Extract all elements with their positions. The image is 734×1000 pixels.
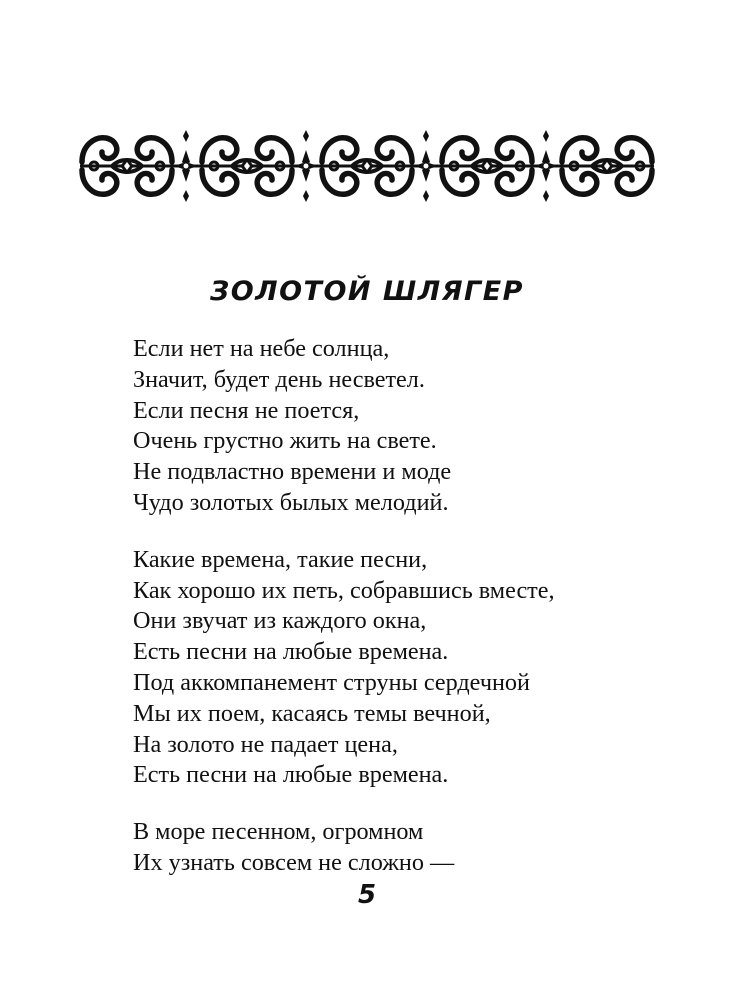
stanza bbox=[133, 817, 693, 879]
poem-line: Как хорошо их петь, собравшись вместе, bbox=[133, 576, 555, 604]
scroll-ornament-icon bbox=[76, 118, 658, 214]
poem-line: Если песня не поется, bbox=[133, 396, 360, 424]
page-number: 5 bbox=[357, 880, 377, 910]
poem-line: Их узнать совсем не сложно — bbox=[133, 848, 455, 876]
poem-line: Какие времена, такие песни, bbox=[133, 545, 428, 573]
poem-title: ЗОЛОТОЙ ШЛЯГЕР bbox=[210, 276, 524, 307]
stanza bbox=[133, 334, 693, 519]
poem-line: На золото не падает цена, bbox=[133, 730, 398, 758]
poem-line: Не подвластно времени и моде bbox=[133, 458, 452, 486]
poem-line: Есть песни на любые времена. bbox=[133, 761, 449, 789]
stanza bbox=[133, 545, 693, 791]
poem-line: Чудо золотых былых мелодий. bbox=[133, 488, 449, 516]
poem-line: В море песенном, огромном bbox=[133, 818, 424, 846]
poem-line: Если нет на небе солнца, bbox=[133, 335, 390, 362]
poem-line: Они звучат из каждого окна, bbox=[133, 607, 427, 635]
poem-line: Очень грустно жить на свете. bbox=[133, 427, 437, 455]
poem-line: Значит, будет день несветел. bbox=[133, 365, 425, 393]
poem-line: Есть песни на любые времена. bbox=[133, 638, 449, 666]
poem-line: Под аккомпанемент струны сердечной bbox=[133, 668, 530, 696]
poem-line: Мы их поем, касаясь темы вечной, bbox=[133, 699, 491, 727]
poem-body bbox=[133, 334, 693, 905]
